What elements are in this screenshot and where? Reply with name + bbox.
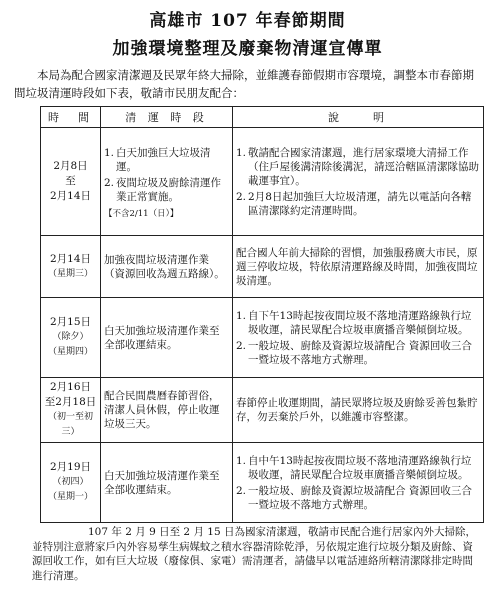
- list-item: [236, 309, 480, 337]
- item-text: 白天加強巨大垃圾清運。: [116, 147, 211, 173]
- title-line-2: 加強環境整理及廢棄物清運宣傳單: [112, 39, 383, 59]
- session-cell: 白天加強垃圾清運作業至全部收運結束。: [101, 298, 233, 378]
- time-line: 至2月18日: [44, 396, 97, 408]
- time-cell: [41, 443, 101, 523]
- list-item: [236, 454, 480, 482]
- time-line: 2月14日: [49, 190, 92, 202]
- time-line: 2月16日: [49, 381, 92, 393]
- item-text: 一般垃圾、廚餘及資源垃圾請配合 資源回收三合一暨垃圾不落地方式辦理。: [248, 339, 472, 366]
- list-item: [236, 484, 480, 512]
- list-item: [104, 146, 229, 174]
- time-line: 至: [65, 175, 76, 187]
- header-session: 清 運 時 段: [101, 107, 233, 128]
- list-item: [236, 339, 480, 367]
- description-cell: [233, 298, 484, 378]
- time-cell: [41, 128, 101, 236]
- description-cell: 春節停止收運期間，請民眾將垃圾及廚餘妥善包紮貯存，勿丟棄於戶外，以維護市容整潔。: [233, 378, 484, 443]
- item-number: 2.: [236, 190, 247, 203]
- time-line: （星期三）: [47, 268, 93, 279]
- schedule-table: [40, 106, 484, 523]
- table-row: [41, 298, 484, 378]
- title-line-1: 高雄市 107 年春節期間: [149, 11, 346, 31]
- session-cell: 白天加強垃圾清運作業至全部收運結束。: [101, 443, 233, 523]
- list-item: [236, 146, 480, 188]
- item-text: 自中午13時起按夜間垃圾不落地清運路線執行垃圾收運，請民眾配合垃圾車廣播音樂傾倒垃圾。: [248, 454, 472, 481]
- table-row: [41, 378, 484, 443]
- time-line: 2月19日: [49, 461, 92, 473]
- time-line: （星期四）: [47, 347, 93, 357]
- time-line: 2月8日: [53, 160, 88, 172]
- table-header-row: [41, 107, 484, 128]
- header-time: 時 間: [41, 107, 101, 128]
- description-cell: [233, 128, 484, 236]
- item-text: 敬請配合國家清潔週，進行居家環境大清掃工作（住戶屋後溝清除後溝泥，請逕洽轄區清潔隊協助載運事宜）。: [248, 146, 480, 187]
- time-cell: [41, 298, 101, 378]
- time-line: （初一至初三）: [47, 412, 93, 437]
- time-line: （星期一）: [47, 492, 93, 502]
- time-cell: [41, 378, 101, 443]
- session-cell: [101, 128, 233, 236]
- footer-paragraph: 107 年 2 月 9 日至 2 月 15 日為國家清潔週，敬請市民配合進行居家內外大掃除，並特別注意將家戶內外容易孳生病媒蚊之積水容器清除乾淨，另依規定進行垃圾分類及廚餘、資源回收工作，如有巨大垃圾（廢傢俱、家電）需清運者，請儘早以電話連絡所轄清潔隊排定時間進行清運。: [32, 526, 476, 582]
- table-row: [41, 128, 484, 236]
- description-cell: [233, 443, 484, 523]
- time-line: （除夕）: [52, 332, 89, 342]
- time-line: 2月15日: [49, 316, 92, 328]
- header-description: 說 明: [233, 107, 484, 128]
- table-row: [41, 443, 484, 523]
- item-text: 夜間垃圾及廚餘清運作業正常實施。: [116, 177, 222, 203]
- item-number: 1.: [104, 147, 115, 159]
- item-text: 一般垃圾、廚餘及資源垃圾請配合 資源回收三合一暨垃圾不落地方式辦理。: [248, 484, 472, 511]
- session-cell: 加強夜間垃圾清運作業（資源回收為週五路線）。: [101, 236, 233, 298]
- time-line: 2月14日: [49, 252, 92, 265]
- item-number: 1.: [236, 309, 247, 322]
- item-number: 2.: [236, 339, 247, 352]
- session-cell: 配合民間農曆春節習俗，清潔人員休假，停止收運垃圾三天。: [101, 378, 233, 443]
- item-number: 2.: [104, 177, 115, 189]
- item-text: 2月8日起加強巨大垃圾清運，請先以電話向各轄區清潔隊約定清運時間。: [248, 190, 472, 217]
- item-number: 1.: [236, 146, 247, 159]
- session-note: 【不含2/11（日）】: [104, 209, 179, 219]
- description-cell: 配合國人年前大掃除的習慣，加強服務廣大市民，原週三停收垃圾，特依原清運路線及時間，加強夜間垃圾清運。: [233, 236, 484, 298]
- table-row: [41, 236, 484, 298]
- intro-paragraph: 本局為配合國家清潔週及民眾年終大掃除，並維護春節假期市容環境，調整本市春節期間垃圾清運時段如下表，敬請市民朋友配合：: [14, 68, 474, 100]
- time-cell: [41, 236, 101, 298]
- time-line: （初四）: [52, 477, 89, 487]
- item-number: 1.: [236, 454, 247, 467]
- list-item: [236, 190, 480, 218]
- list-item: [104, 176, 229, 204]
- item-number: 2.: [236, 484, 247, 497]
- item-text: 自下午13時起按夜間垃圾不落地清運路線執行垃圾收運，請民眾配合垃圾車廣播音樂傾倒垃圾。: [248, 309, 472, 336]
